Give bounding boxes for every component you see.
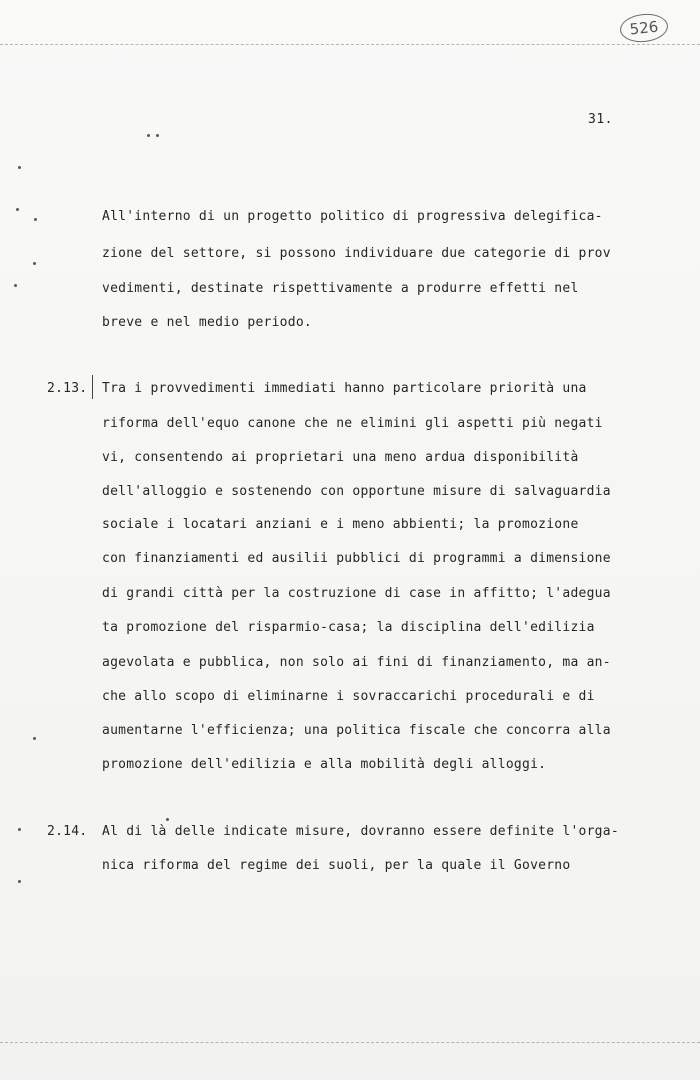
top-scan-rule	[0, 44, 700, 45]
section-2-13-line-11: aumentarne l'efficienza; una politica fiscale che concorra alla	[102, 723, 611, 738]
scan-speck	[18, 828, 21, 831]
section-2-13-line-7: di grandi città per la costruzione di case in affitto; l'adegua	[102, 586, 611, 601]
page-number: 31.	[588, 112, 613, 127]
intro-line-3: vedimenti, destinate rispettivamente a produrre effetti nel	[102, 281, 579, 296]
section-2-13-line-10: che allo scopo di eliminarne i sovraccarichi procedurali e di	[102, 689, 595, 704]
section-2-14-line-1: Al di là delle indicate misure, dovranno essere definite l'orga-	[102, 824, 619, 839]
section-number-2-14: 2.14.	[47, 824, 88, 839]
scan-speck	[14, 284, 17, 287]
section-2-13-line-1: Tra i provvedimenti immediati hanno particolare priorità una	[102, 381, 587, 396]
scan-speck	[18, 166, 21, 169]
scan-speck	[147, 134, 150, 137]
section-2-13-line-8: ta promozione del risparmio-casa; la disciplina dell'edilizia	[102, 620, 595, 635]
intro-line-4: breve e nel medio periodo.	[102, 315, 312, 330]
scan-speck	[16, 208, 19, 211]
scan-speck	[156, 134, 159, 137]
scan-speck	[33, 737, 36, 740]
section-2-13-line-9: agevolata e pubblica, non solo ai fini di finanziamento, ma an-	[102, 655, 611, 670]
intro-line-2: zione del settore, si possono individuare due categorie di prov	[102, 246, 611, 261]
section-number-2-13: 2.13.	[47, 381, 88, 396]
section-2-13-line-12: promozione dell'edilizia e alla mobilità degli alloggi.	[102, 757, 547, 772]
intro-line-1: All'interno di un progetto politico di progressiva delegifica-	[102, 209, 603, 224]
section-2-13-line-6: con finanziamenti ed ausilii pubblici di programmi a dimensione	[102, 551, 611, 566]
archive-stamp: 526	[619, 12, 670, 45]
scan-speck	[166, 818, 169, 821]
section-2-14-line-2: nica riforma del regime dei suoli, per la quale il Governo	[102, 858, 571, 873]
scan-speck	[18, 880, 21, 883]
scan-speck	[34, 218, 37, 221]
section-2-13-line-4: dell'alloggio e sostenendo con opportune misure di salvaguardia	[102, 484, 611, 499]
scan-speck	[33, 262, 36, 265]
margin-bar	[92, 375, 93, 399]
section-2-13-line-3: vi, consentendo ai proprietari una meno ardua disponibilità	[102, 450, 579, 465]
section-2-13-line-5: sociale i locatari anziani e i meno abbienti; la promozione	[102, 517, 579, 532]
bottom-scan-rule	[0, 1042, 700, 1043]
section-2-13-line-2: riforma dell'equo canone che ne elimini gli aspetti più negati	[102, 416, 603, 431]
